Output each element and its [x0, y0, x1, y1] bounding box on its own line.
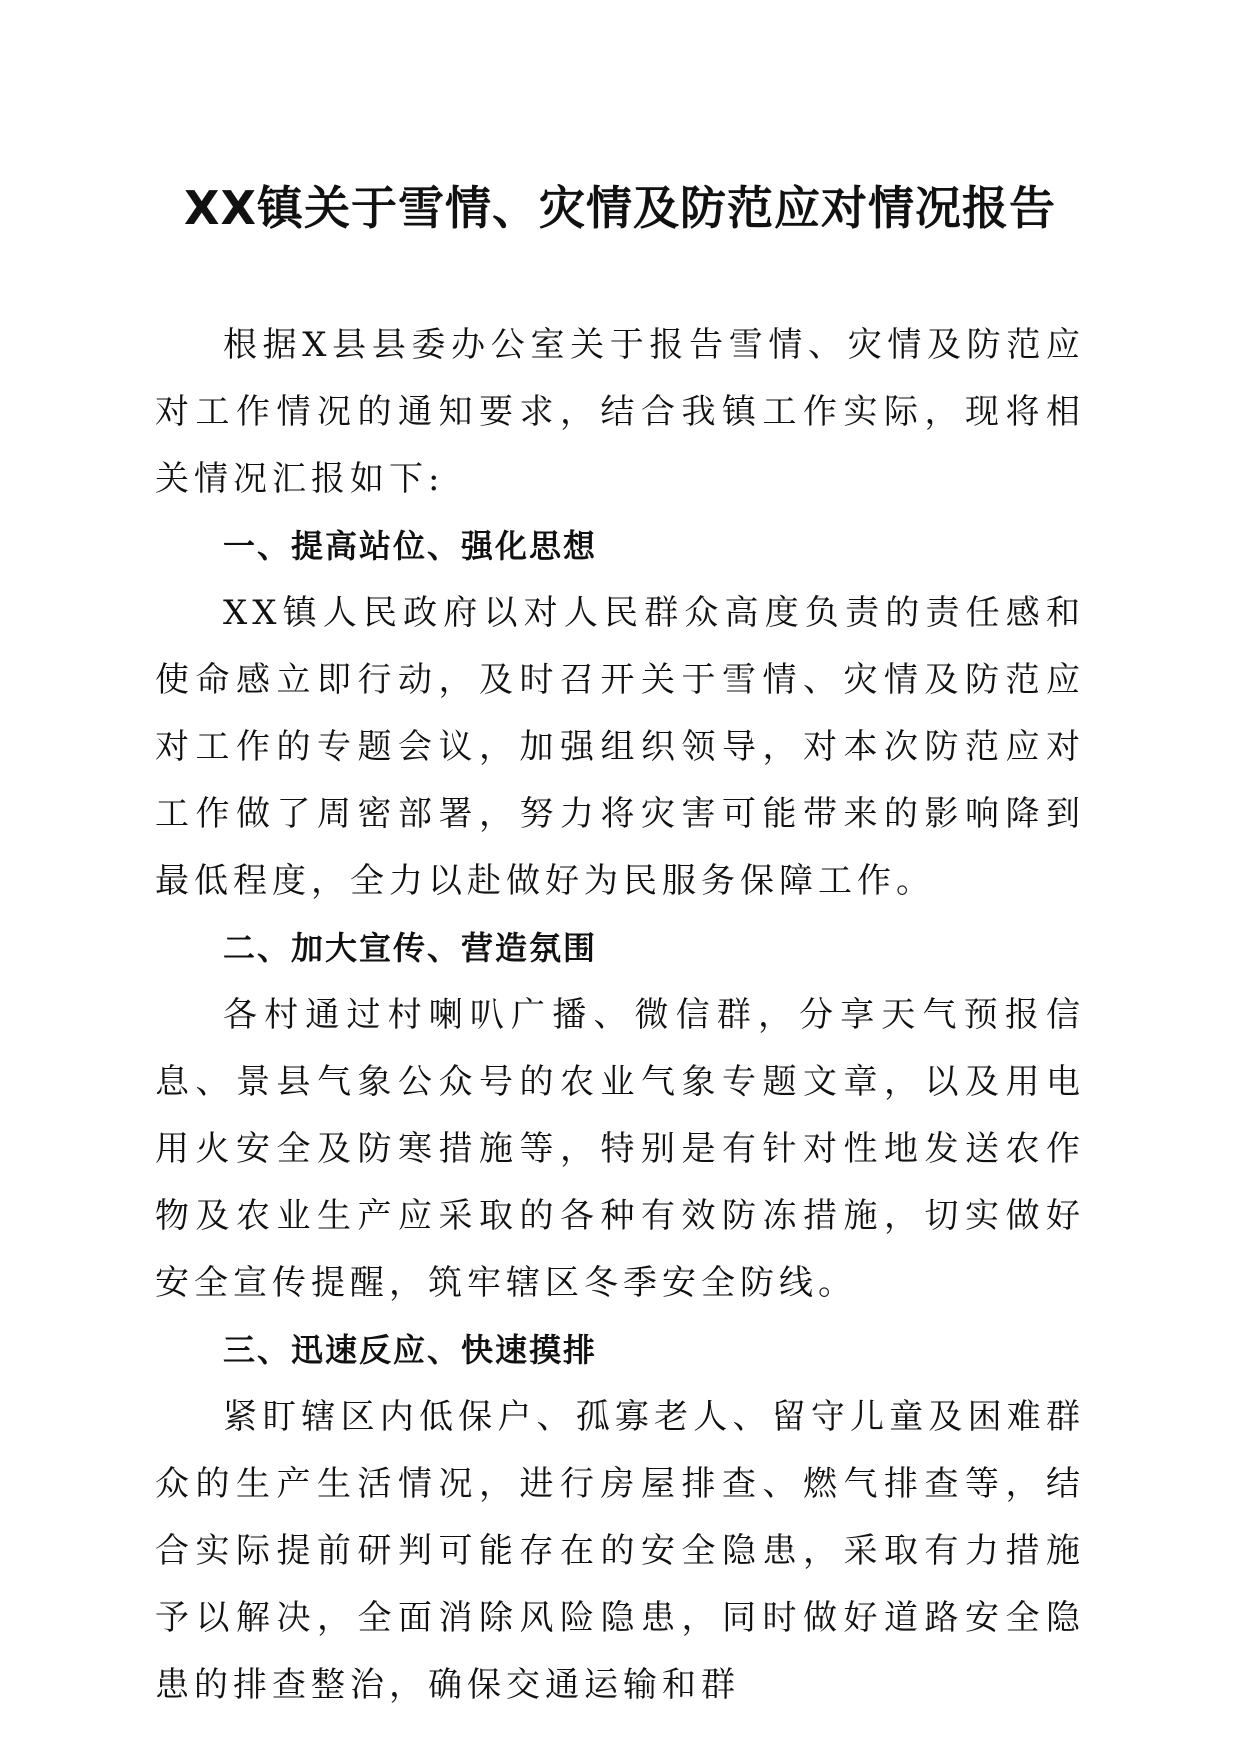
section-body-1: XX镇人民政府以对人民群众高度负责的责任感和使命感立即行动，及时召开关于雪情、灾情及防范应对工作的专题会议，加强组织领导，对本次防范应对工作做了周密部署，努力将灾害可能带来的影响降到最低程度，全力以赴做好为民服务保障工作。	[155, 593, 1085, 901]
section-heading-2: 二、加大宣传、营造氛围	[223, 929, 598, 967]
section-body-3: 紧盯辖区内低保户、孤寡老人、留守儿童及困难群众的生产生活情况，进行房屋排查、燃气排查等，结合实际提前研判可能存在的安全隐患，采取有力措施予以解决，全面消除风险隐患，同时做好道路安全隐患的排查整治，确保交通运输和群	[155, 1397, 1085, 1705]
section-heading-1: 一、提高站位、强化思想	[223, 527, 598, 565]
section-body-2: 各村通过村喇叭广播、微信群，分享天气预报信息、景县气象公众号的农业气象专题文章，以及用电用火安全及防寒措施等，特别是有针对性地发送农作物及农业生产应采取的各种有效防冻措施，切实做好安全宣传提醒，筑牢辖区冬季安全防线。	[155, 995, 1085, 1303]
document-title: XX镇关于雪情、灾情及防范应对情况报告	[184, 181, 1056, 235]
intro-paragraph: 根据X县县委办公室关于报告雪情、灾情及防范应对工作情况的通知要求，结合我镇工作实际，现将相关情况汇报如下:	[155, 325, 1085, 499]
document-body	[155, 312, 1085, 1719]
section-heading-3: 三、迅速反应、快速摸排	[223, 1331, 598, 1369]
